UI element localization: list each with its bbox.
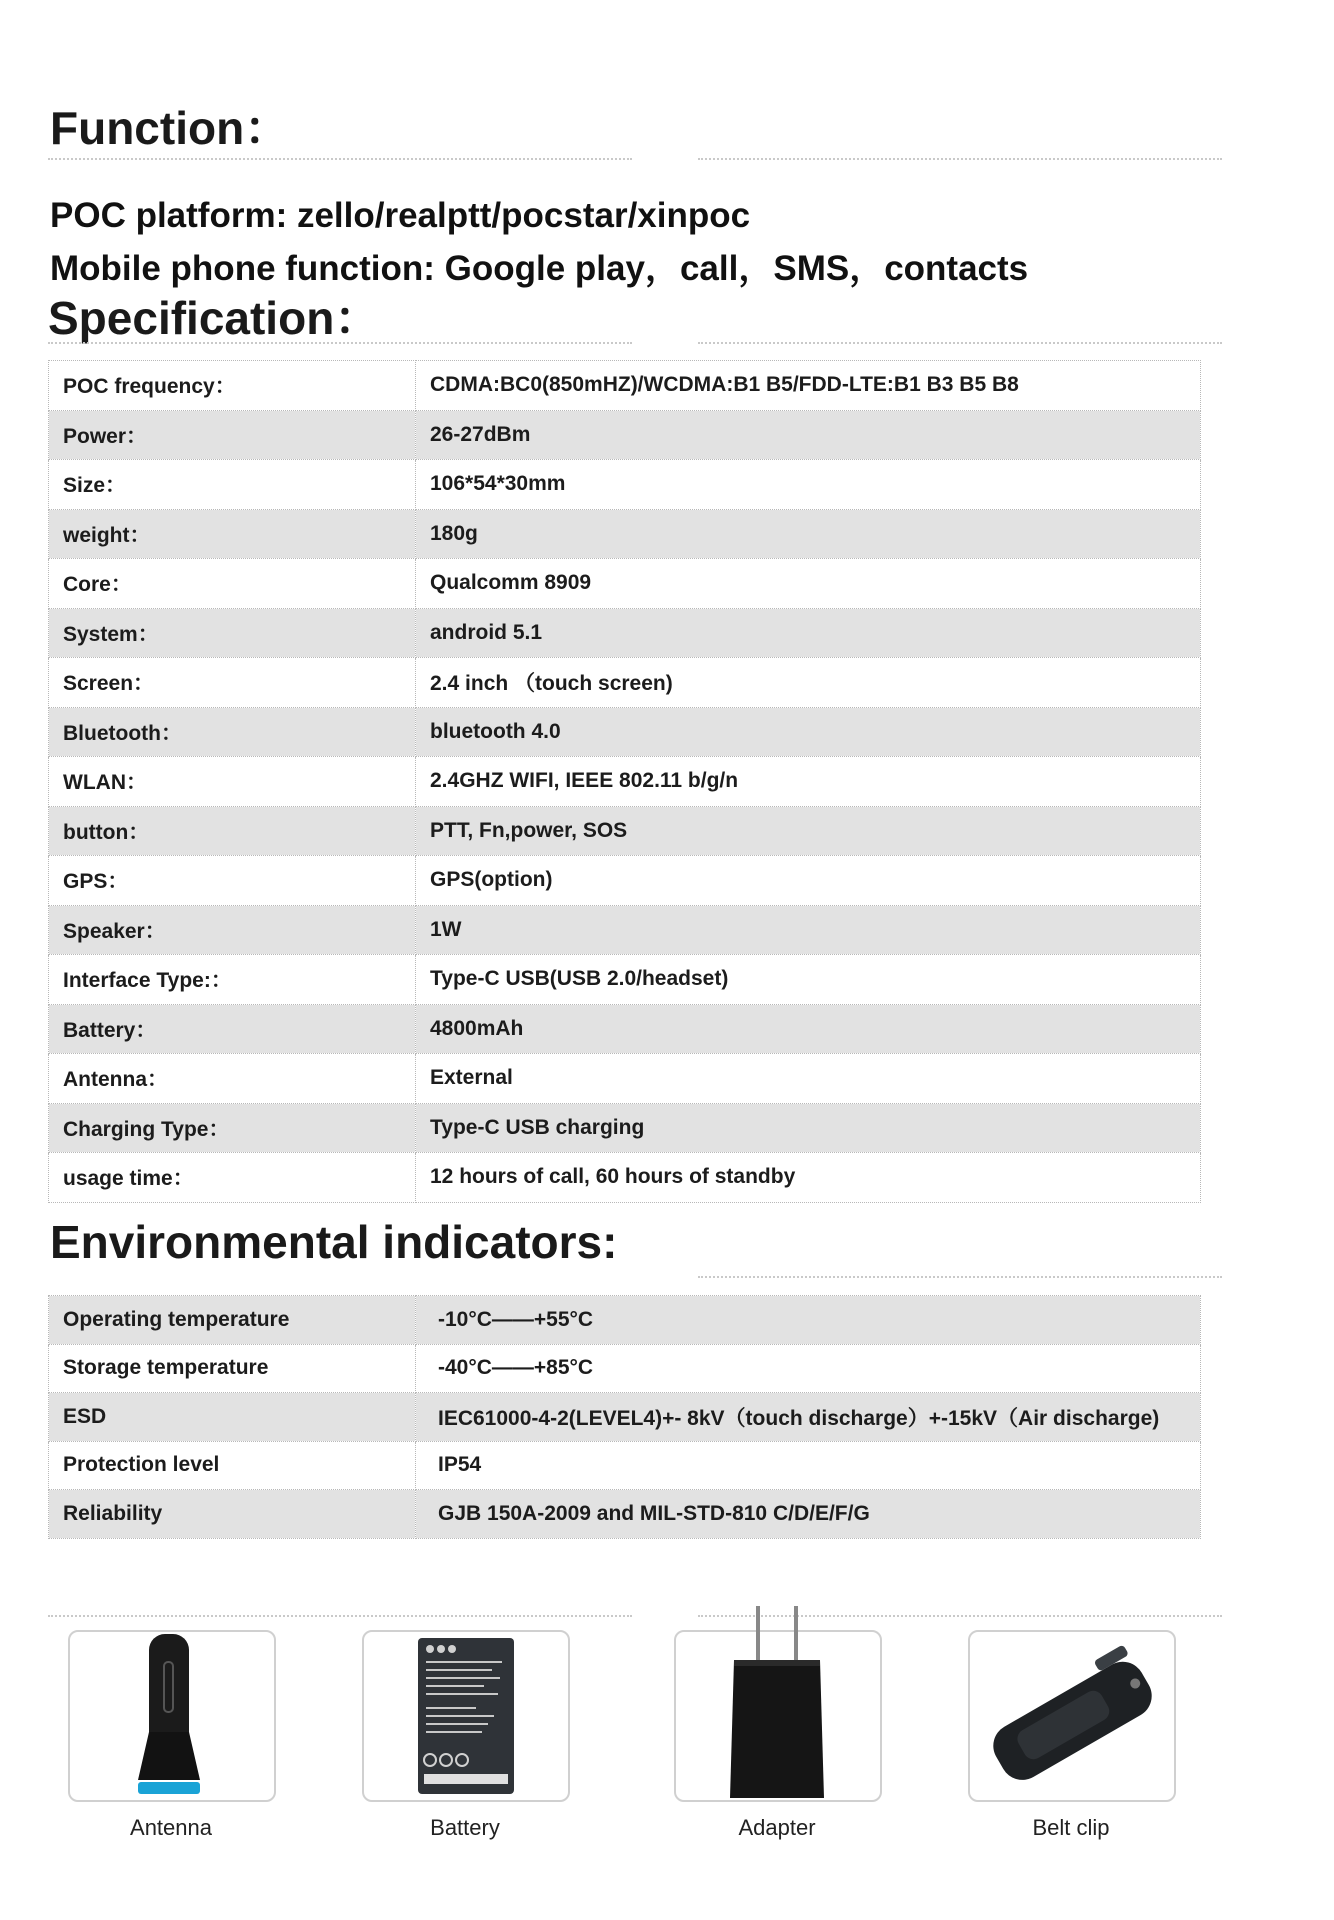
row-key: Battery： xyxy=(49,1004,416,1054)
row-key: Size： xyxy=(49,460,416,510)
spec-row xyxy=(49,658,1201,708)
row-key: Power： xyxy=(49,410,416,460)
row-key: button： xyxy=(49,806,416,856)
row-value: -10°C——+55°C xyxy=(416,1296,1201,1345)
row-value: Type-C USB charging xyxy=(416,1103,1201,1153)
accessory-label-antenna: Antenna xyxy=(130,1815,212,1840)
divider xyxy=(48,158,632,160)
env-row xyxy=(49,1393,1201,1442)
function-heading: Function： xyxy=(50,102,291,154)
row-value: bluetooth 4.0 xyxy=(416,707,1201,757)
row-key: System： xyxy=(49,608,416,658)
env-row xyxy=(49,1441,1201,1490)
row-key: Operating temperature xyxy=(49,1296,416,1345)
row-key: GPS： xyxy=(49,856,416,906)
divider xyxy=(698,1276,1222,1278)
accessory-adapter xyxy=(674,1630,882,1802)
row-key: Interface Type:： xyxy=(49,955,416,1005)
row-value: 2.4GHZ WIFI, IEEE 802.11 b/g/n xyxy=(416,757,1201,807)
row-key: Screen： xyxy=(49,658,416,708)
divider xyxy=(698,1615,1222,1617)
row-value: Type-C USB(USB 2.0/headset) xyxy=(416,955,1201,1005)
accessory-battery xyxy=(362,1630,570,1802)
row-value: CDMA:BC0(850mHZ)/WCDMA:B1 B5/FDD-LTE:B1 B3 B5 B8 xyxy=(416,361,1201,411)
spec-row xyxy=(49,806,1201,856)
accessory-belt-clip xyxy=(968,1630,1176,1802)
row-value: 1W xyxy=(416,905,1201,955)
row-value: 12 hours of call, 60 hours of standby xyxy=(416,1153,1201,1203)
row-value: -40°C——+85°C xyxy=(416,1344,1201,1393)
row-value: 180g xyxy=(416,509,1201,559)
environmental-heading: Environmental indicators: xyxy=(50,1216,618,1268)
spec-row xyxy=(49,361,1201,411)
belt-clip-icon xyxy=(970,1632,1174,1800)
battery-icon xyxy=(364,1632,568,1800)
spec-row xyxy=(49,1004,1201,1054)
row-value: 26-27dBm xyxy=(416,410,1201,460)
row-value: 106*54*30mm xyxy=(416,460,1201,510)
row-key: Antenna： xyxy=(49,1054,416,1104)
poc-platform-line: POC platform: zello/realptt/pocstar/xinpoc xyxy=(50,196,751,235)
spec-row xyxy=(49,410,1201,460)
row-value: 2.4 inch （touch screen) xyxy=(416,658,1201,708)
spec-row xyxy=(49,757,1201,807)
spec-row xyxy=(49,707,1201,757)
accessory-antenna xyxy=(68,1630,276,1802)
spec-row xyxy=(49,905,1201,955)
env-row xyxy=(49,1344,1201,1393)
accessory-label-battery: Battery xyxy=(430,1815,500,1840)
row-key: Core： xyxy=(49,559,416,609)
row-value: GPS(option) xyxy=(416,856,1201,906)
row-key: Reliability xyxy=(49,1490,416,1539)
environmental-table xyxy=(48,1295,1201,1539)
spec-row xyxy=(49,460,1201,510)
row-key: weight： xyxy=(49,509,416,559)
divider xyxy=(48,342,632,344)
env-row xyxy=(49,1296,1201,1345)
spec-row xyxy=(49,509,1201,559)
row-key: Storage temperature xyxy=(49,1344,416,1393)
accessory-label-belt-clip: Belt clip xyxy=(1032,1815,1110,1840)
spec-row xyxy=(49,559,1201,609)
row-key: WLAN： xyxy=(49,757,416,807)
specification-heading: Specification： xyxy=(48,292,381,344)
spec-row xyxy=(49,955,1201,1005)
spec-row xyxy=(49,1153,1201,1203)
row-value: android 5.1 xyxy=(416,608,1201,658)
env-row xyxy=(49,1490,1201,1539)
antenna-icon xyxy=(70,1632,274,1800)
row-key: ESD xyxy=(49,1393,416,1442)
row-value: External xyxy=(416,1054,1201,1104)
row-value: Qualcomm 8909 xyxy=(416,559,1201,609)
row-value: 4800mAh xyxy=(416,1004,1201,1054)
spec-row xyxy=(49,608,1201,658)
accessory-label-adapter: Adapter xyxy=(738,1815,816,1840)
row-key: Protection level xyxy=(49,1441,416,1490)
row-value: GJB 150A-2009 and MIL-STD-810 C/D/E/F/G xyxy=(416,1490,1201,1539)
row-value: IP54 xyxy=(416,1441,1201,1490)
row-key: Charging Type： xyxy=(49,1103,416,1153)
row-value: PTT, Fn,power, SOS xyxy=(416,806,1201,856)
specification-table xyxy=(48,360,1201,1203)
adapter-icon xyxy=(676,1632,880,1800)
row-key: usage time： xyxy=(49,1153,416,1203)
row-value: IEC61000-4-2(LEVEL4)+- 8kV（touch discharge）+-15kV（Air discharge) xyxy=(416,1393,1201,1442)
spec-row xyxy=(49,856,1201,906)
spec-row xyxy=(49,1103,1201,1153)
divider xyxy=(698,342,1222,344)
row-key: POC frequency： xyxy=(49,361,416,411)
mobile-function-line: Mobile phone function: Google play，call，SMS，contacts xyxy=(50,249,1029,288)
divider xyxy=(48,1615,632,1617)
row-key: Bluetooth： xyxy=(49,707,416,757)
row-key: Speaker： xyxy=(49,905,416,955)
divider xyxy=(698,158,1222,160)
spec-row xyxy=(49,1054,1201,1104)
